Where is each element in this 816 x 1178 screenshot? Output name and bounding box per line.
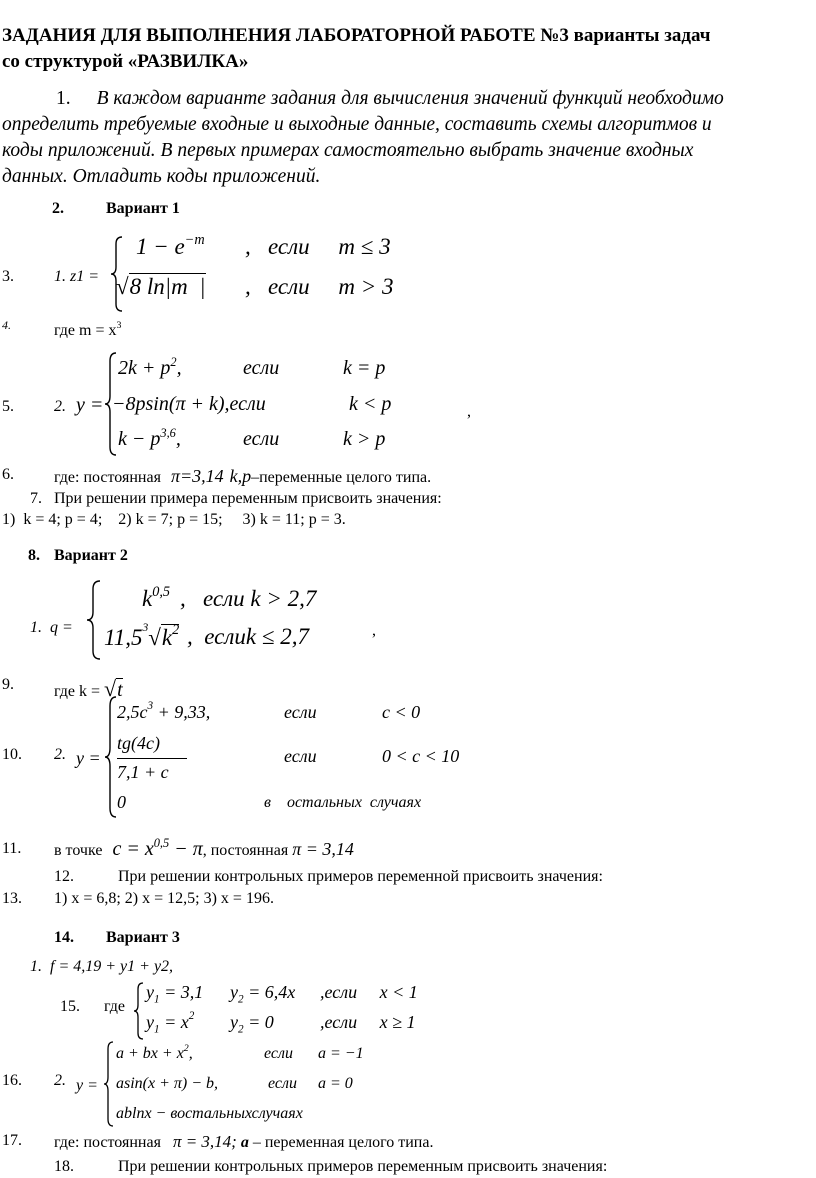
v3-row2-expr: asin(x + π) − b, [116,1075,219,1092]
v3-s2a-sup: 2 [188,1010,195,1022]
v2-row1-expr: 2,5c [117,702,148,722]
v3-line-number-15: 15. [60,998,80,1015]
v2-assign: При решении контрольных примеров переменной присвоить значения: [118,868,603,885]
v1-case2-cond: , если m > 3 [245,274,394,299]
v3-sys-row2 [146,1012,194,1036]
v1-row3 [118,428,181,451]
title-line1: ЗАДАНИЯ ДЛЯ ВЫПОЛНЕНИЯ ЛАБОРАТОРНОЙ РАБОТЕ №3 варианты задач [2,25,711,46]
sqrt-icon: √ [116,274,129,299]
v3-s1a-rest: = 3,1 [159,982,204,1002]
v3-const-val: π = 3,14; [172,1132,237,1151]
v3-line1: 1. f = 4,19 + y1 + y2, [30,958,174,975]
v1-trailing-comma: , [467,403,471,420]
variant2-number: 8. [28,547,40,564]
v1-line-number-3: 3. [2,268,14,285]
v2-case2-rad: k [161,625,173,650]
intro-line1: В каждом варианте задания для вычисления значений функций необходимо [96,88,724,109]
v1-line-number-4: 4. [2,318,11,332]
v2-point-rest: − π [169,838,203,860]
v2-line-number-10: 10. [2,746,22,763]
v2-trailing-comma: , [372,622,376,639]
variant1-heading: Вариант 1 [106,200,180,217]
v2-row1-if: если [284,702,317,722]
v2-formula1-label: 1. q = [30,619,73,636]
v3-s2b: y [230,1012,238,1032]
v3-s2a-sub: 1 [154,1023,160,1036]
v2-where-text: где k = [54,683,101,700]
v2-values: 1) x = 6,8; 2) x = 12,5; 3) x = 196. [54,890,274,907]
v3-s2a-rest: = x [159,1012,189,1032]
v3-const-text: где: постоянная [54,1134,161,1151]
v3-var: a [240,1134,249,1151]
v3-formula2-label: 2. [54,1072,66,1089]
v1-case2-expr: 8 ln|m | [129,274,206,299]
v1-const [54,466,431,487]
page-subtitle [2,50,248,74]
v2-case1-expr: k [142,586,153,611]
v2-row2-cond: 0 < c < 10 [382,746,460,766]
intro-line3: коды приложений. В первых примерах самостоятельно выбрать значение входных [2,140,694,161]
v2-row1-sup: 3 [147,700,154,712]
v2-row2-num: tg(4c) [117,733,160,753]
v2-line-number-12: 12. [54,868,74,885]
v2-case2-sup: 2 [172,622,180,638]
v3-s2b-sub: 2 [238,1023,244,1036]
v1-assign: При решении примера переменным присвоить значения: [54,490,442,507]
v2-line-number-13: 13. [2,890,22,907]
v2-case1 [142,586,170,612]
v2-brace-2 [104,696,118,818]
v1-row2-expr: −8psin(π + k),если [112,393,266,415]
v3-s1a: y [146,982,154,1002]
v1-where-sup: 3 [116,320,122,331]
v2-const-val: π = 3,14 [292,839,354,859]
v2-case2-radicand [161,624,179,650]
v1-values: 1) k = 4; p = 4; 2) k = 7; p = 15; 3) k = 11; p = 3. [2,511,346,528]
v2-row3-cond: в остальных случаях [264,794,422,811]
v2-row2-den: 7,1 + c [117,762,169,782]
v3-row2-cond: a = 0 [318,1075,353,1092]
v1-row1-end: , [176,357,182,379]
v1-row2-cond: k < p [349,393,392,415]
v1-const-val: π=3,14 [170,466,224,486]
v3-sys-row2-cond: ,если x ≥ 1 [320,1012,416,1032]
v2-row1-cond: c < 0 [382,702,421,722]
v3-s1b-sub: 2 [238,993,244,1006]
v3-row1-if: если [264,1045,293,1062]
v3-row1-cond: a = −1 [318,1045,364,1062]
v3-y-eq: y = [76,1077,98,1094]
v3-row1-sup: 2 [183,1043,189,1054]
v1-line-number-5: 5. [2,398,14,415]
v1-row1-cond: k = p [343,357,386,379]
v2-where-rad: t [117,679,123,701]
v2-case2 [104,624,179,651]
v2-case1-sup: 0,5 [152,584,171,600]
v1-case1-sup: −m [184,232,205,248]
v1-where-text: где m = x [54,322,117,339]
v1-case2 [116,274,206,300]
v3-s1b: y [230,982,238,1002]
v2-brace-1 [86,580,102,660]
v2-line-number-9: 9. [2,676,14,693]
title-line2: со структурой «РАЗВИЛКА» [2,51,249,72]
variant2-heading: Вариант 2 [54,547,128,564]
v2-line-number-11: 11. [2,840,22,857]
v1-case1-expr: 1 − e [136,234,185,259]
v3-row3-expr: ablnx − востальныхслучаях [116,1105,303,1122]
v3-line-number-18: 18. [54,1158,74,1175]
v1-row1 [118,357,182,380]
v2-row1 [117,702,210,723]
v1-vars: k,p [229,466,252,486]
v1-line-number-6: 6. [2,466,14,483]
v3-const [54,1132,433,1152]
v2-point-formula [112,838,202,860]
v2-point [54,838,354,861]
v2-point-expr: c = x [112,838,154,860]
v2-case1-cond: , если k > 2,7 [180,586,317,611]
v1-row1-expr: 2k + p [118,357,171,379]
v1-row3-end: , [175,428,181,450]
v1-formula1-label: 1. z1 = [54,268,100,285]
v1-where [54,322,121,340]
intro-number: 1. [56,88,71,109]
v1-row3-cond: k > p [343,428,386,450]
v1-line-number-7: 7. [30,490,42,507]
intro-line4: данных. Отладить коды приложений. [2,166,321,187]
intro-line2: определить требуемые входные и выходные данные, составить схемы алгоритмов и [2,114,712,135]
v3-where: где [104,998,126,1015]
v2-case2-cond: , еслиk ≤ 2,7 [187,624,309,649]
v3-s1b-rest: = 6,4x [243,982,296,1002]
v3-sys-row1-b [230,982,295,1006]
v2-formula2-label: 2. [54,746,66,763]
v3-sys-row1 [146,982,203,1006]
v3-row1-end: , [188,1045,193,1062]
v3-row1-expr: a + bx + x [116,1045,184,1062]
v3-s2a: y [146,1012,154,1032]
v2-case2-pre: 11,5 [104,625,143,650]
v2-point-text: в точке [54,842,103,859]
v2-fraction-line [117,758,187,759]
v2-case2-root-index: 3 [142,622,149,634]
v1-formula2-label: 2. [54,398,66,415]
v3-brace-2 [103,1041,115,1127]
v3-sys-row2-b [230,1012,274,1036]
v3-s1a-sub: 1 [154,993,160,1006]
v2-point-sup: 0,5 [153,836,170,850]
intro-paragraph [2,86,802,190]
v2-y-eq: y = [76,748,101,768]
v1-y-eq: y = [76,394,104,416]
v1-vars-text: –переменные целого типа. [251,469,432,486]
v3-brace-1 [133,982,145,1040]
v3-row1 [116,1045,193,1063]
v2-row2-if: если [284,746,317,766]
v2-const-text: , постоянная [202,842,289,859]
v1-const-text: где: постоянная [54,469,161,486]
v1-case1-cond: , если m ≤ 3 [245,234,391,259]
v2-row1-rest: + 9,33, [153,702,211,722]
v1-row3-sup: 3,6 [160,426,176,440]
sqrt-icon: √ [104,676,117,701]
v2-row3-expr: 0 [117,792,126,812]
cube-root-icon: √ [148,625,161,650]
v1-row3-if: если [243,428,280,450]
variant3-number: 14. [54,929,74,946]
v3-sys-row1-cond: ,если x < 1 [320,982,418,1002]
v3-var-text: – переменная целого типа. [248,1134,434,1151]
v1-row3-expr: k − p [118,428,161,450]
v3-assign: При решении контрольных примеров переменным присвоить значения: [118,1158,608,1175]
variant3-heading: Вариант 3 [106,929,180,946]
page-title [2,24,710,48]
v3-line-number-17: 17. [2,1132,22,1149]
v3-row2-if: если [268,1075,297,1092]
v3-line-number-16: 16. [2,1072,22,1089]
v1-case1 [136,234,205,260]
v1-row1-if: если [243,357,280,379]
v3-s2b-rest: = 0 [243,1012,274,1032]
v1-row1-sup: 2 [170,355,177,369]
variant1-number: 2. [52,200,64,217]
